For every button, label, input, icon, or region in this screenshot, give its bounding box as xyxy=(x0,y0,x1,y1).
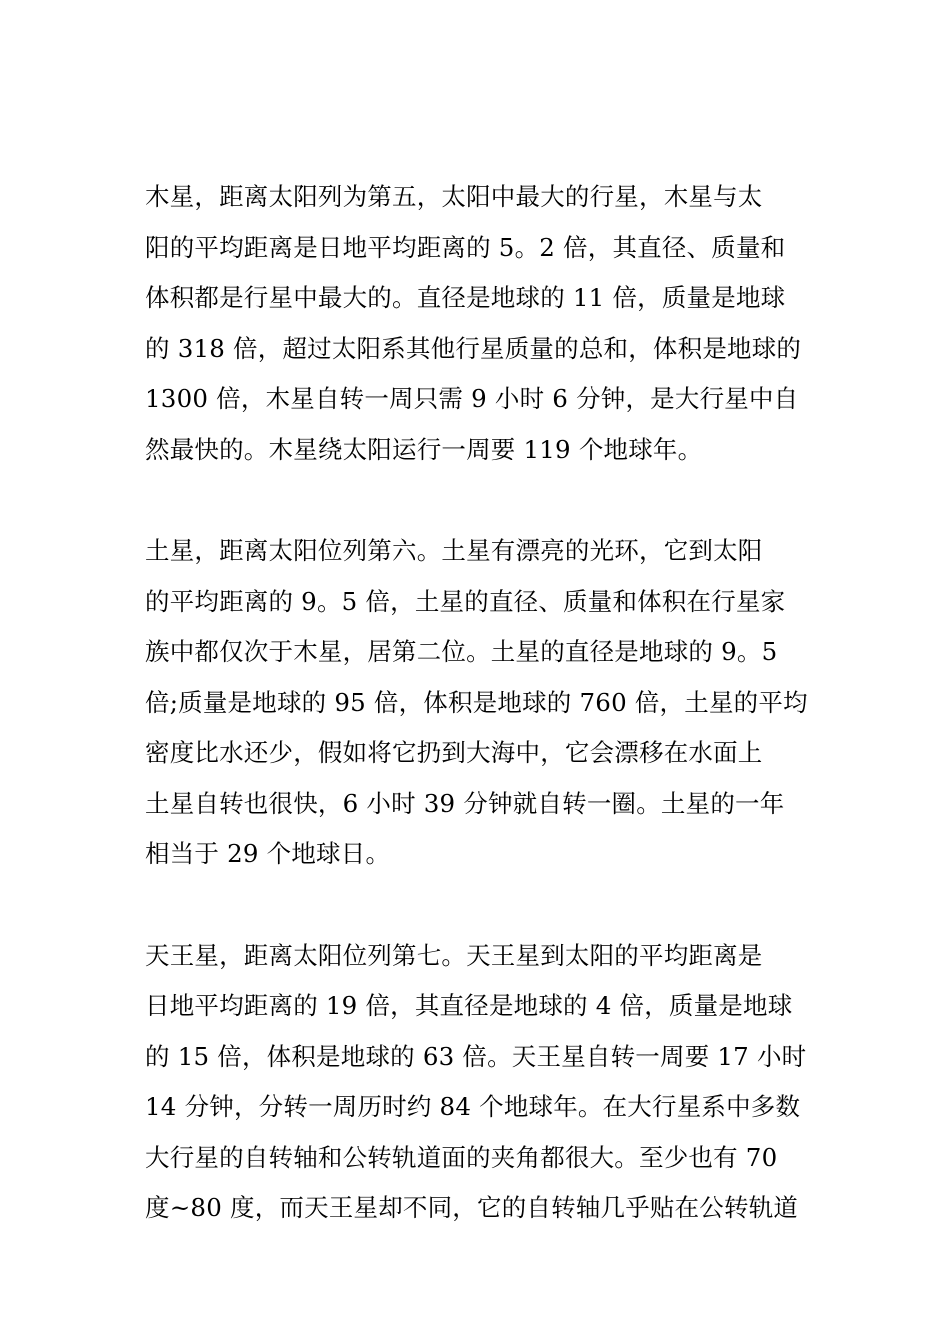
text-line: 的 15 倍，体积是地球的 63 倍。天王星自转一周要 17 小时 xyxy=(145,1041,807,1071)
text-line: 土星自转也很快，6 小时 39 分钟就自转一圈。土星的一年 xyxy=(145,788,785,818)
text-line: 密度比水还少，假如将它扔到大海中，它会漂移在水面上 xyxy=(145,738,763,767)
paragraph-spacer xyxy=(145,475,805,526)
paragraph-jupiter xyxy=(145,172,805,475)
text-line: 阳的平均距离是日地平均距离的 5。2 倍，其直径、质量和 xyxy=(145,232,786,262)
paragraph-saturn xyxy=(145,526,808,880)
text-line: 天王星，距离太阳位列第七。天王星到太阳的平均距离是 xyxy=(145,940,763,970)
text-line: 倍;质量是地球的 95 倍，体积是地球的 760 倍，土星的平均 xyxy=(145,687,808,717)
text-line: 大行星的自转轴和公转轨道面的夹角都很大。至少也有 70 xyxy=(145,1142,778,1172)
document-body xyxy=(145,172,808,1234)
text-line: 土星，距离太阳位列第六。土星有漂亮的光环，它到太阳 xyxy=(145,536,763,565)
text-line: 1300 倍，木星自转一周只需 9 小时 6 分钟，是大行星中自 xyxy=(145,384,799,413)
text-line: 族中都仅次于木星，居第二位。土星的直径是地球的 9。5 xyxy=(145,637,778,666)
text-line: 日地平均距离的 19 倍，其直径是地球的 4 倍，质量是地球 xyxy=(145,991,793,1020)
text-line: 木星，距离太阳列为第五，太阳中最大的行星，木星与太 xyxy=(145,182,763,211)
text-line: 14 分钟，分转一周历时约 84 个地球年。在大行星系中多数 xyxy=(145,1092,801,1121)
text-line: 相当于 29 个地球日。 xyxy=(145,839,391,868)
paragraph-uranus xyxy=(145,931,805,1234)
text-line: 然最快的。木星绕太阳运行一周要 119 个地球年。 xyxy=(145,434,703,464)
text-line: 度~80 度，而天王星却不同，它的自转轴几乎贴在公转轨道 xyxy=(145,1193,799,1222)
text-line: 体积都是行星中最大的。直径是地球的 11 倍，质量是地球 xyxy=(145,283,786,312)
text-line: 的平均距离的 9。5 倍，土星的直径、质量和体积在行星家 xyxy=(145,586,786,616)
text-line: 的 318 倍，超过太阳系其他行星质量的总和，体积是地球的 xyxy=(145,333,802,363)
paragraph-spacer xyxy=(145,880,805,931)
